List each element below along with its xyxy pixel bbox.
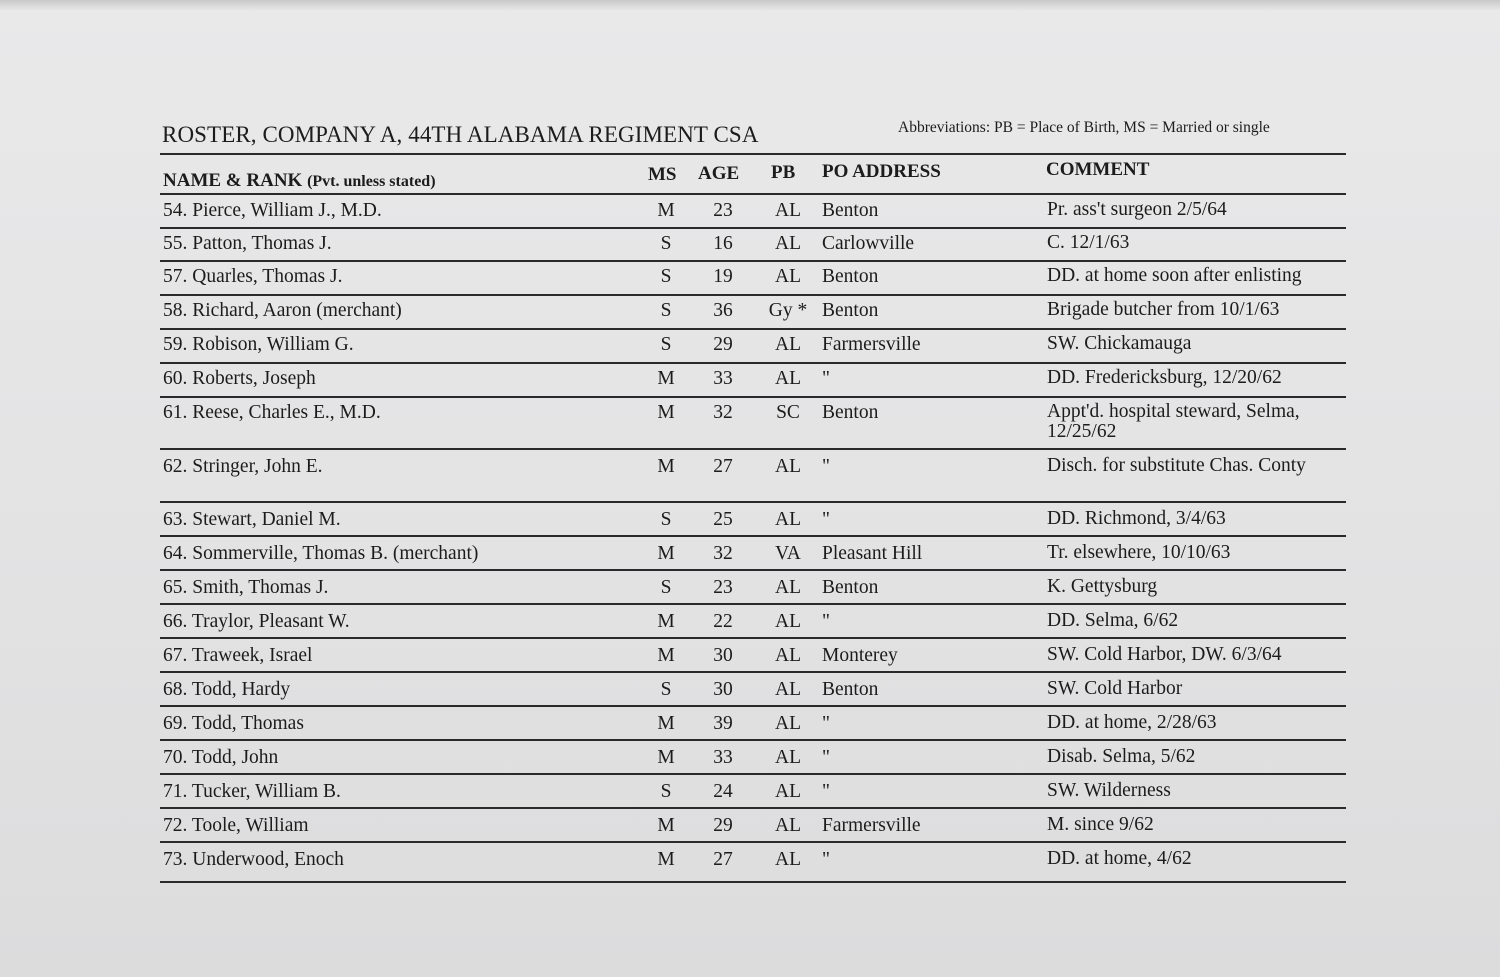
cell-name: 68. Todd, Hardy bbox=[163, 679, 291, 700]
row-rule bbox=[160, 396, 1346, 398]
cell-name: 69. Todd, Thomas bbox=[163, 713, 304, 734]
row-rule bbox=[160, 705, 1346, 707]
cell-po-address: Monterey bbox=[822, 645, 898, 666]
cell-ms: S bbox=[660, 577, 672, 598]
cell-comment: DD. Fredericksburg, 12/20/62 bbox=[1047, 367, 1282, 388]
cell-name: 70. Todd, John bbox=[163, 747, 279, 768]
row-rule bbox=[160, 881, 1346, 883]
cell-comment: Appt'd. hospital steward, Selma, 12/25/62 bbox=[1047, 401, 1300, 442]
cell-comment: Disch. for substitute Chas. Conty bbox=[1047, 455, 1306, 476]
cell-name: 54. Pierce, William J., M.D. bbox=[163, 200, 382, 221]
cell-pb: SC bbox=[776, 402, 800, 423]
row-rule bbox=[160, 671, 1346, 673]
cell-ms: M bbox=[657, 200, 675, 221]
cell-ms: S bbox=[660, 334, 672, 355]
cell-po-address: " bbox=[822, 509, 830, 530]
header-pb: PB bbox=[771, 162, 796, 183]
cell-ms: M bbox=[657, 368, 675, 389]
cell-age: 33 bbox=[713, 747, 733, 768]
cell-pb: AL bbox=[775, 577, 801, 598]
cell-pb: AL bbox=[775, 334, 801, 355]
row-rule bbox=[160, 294, 1346, 296]
row-rule bbox=[160, 328, 1346, 330]
cell-name: 71. Tucker, William B. bbox=[163, 781, 341, 802]
cell-comment: Tr. elsewhere, 10/10/63 bbox=[1047, 542, 1231, 563]
cell-comment: SW. Chickamauga bbox=[1047, 333, 1192, 354]
cell-po-address: Benton bbox=[822, 577, 879, 598]
cell-po-address: Benton bbox=[822, 266, 879, 287]
row-rule bbox=[160, 569, 1346, 571]
cell-pb: AL bbox=[775, 233, 801, 254]
cell-name: 57. Quarles, Thomas J. bbox=[163, 266, 343, 287]
row-rule bbox=[160, 603, 1346, 605]
cell-age: 30 bbox=[713, 679, 733, 700]
row-rule bbox=[160, 501, 1346, 503]
cell-pb: AL bbox=[775, 781, 801, 802]
cell-ms: S bbox=[660, 266, 672, 287]
cell-age: 27 bbox=[713, 456, 733, 477]
cell-name: 55. Patton, Thomas J. bbox=[163, 233, 332, 254]
cell-comment: SW. Cold Harbor bbox=[1047, 678, 1183, 699]
row-rule bbox=[160, 193, 1346, 195]
cell-po-address: Benton bbox=[822, 402, 879, 423]
cell-pb: AL bbox=[775, 266, 801, 287]
cell-ms: M bbox=[657, 456, 675, 477]
cell-age: 30 bbox=[713, 645, 733, 666]
cell-po-address: Farmersville bbox=[822, 815, 921, 836]
cell-pb: Gy * bbox=[768, 300, 808, 321]
header-comment: COMMENT bbox=[1046, 159, 1150, 180]
cell-age: 24 bbox=[713, 781, 733, 802]
cell-comment: SW. Cold Harbor, DW. 6/3/64 bbox=[1047, 644, 1282, 665]
cell-name: 73. Underwood, Enoch bbox=[163, 849, 344, 870]
cell-ms: S bbox=[660, 300, 672, 321]
cell-pb: AL bbox=[775, 368, 801, 389]
cell-age: 29 bbox=[713, 815, 733, 836]
cell-pb: AL bbox=[775, 815, 801, 836]
cell-comment: Disab. Selma, 5/62 bbox=[1047, 746, 1196, 767]
cell-po-address: " bbox=[822, 456, 830, 477]
page-top-edge bbox=[0, 0, 1500, 10]
cell-ms: M bbox=[657, 747, 675, 768]
abbreviations-note: Abbreviations: PB = Place of Birth, MS = Married or single bbox=[898, 119, 1270, 136]
cell-pb: AL bbox=[775, 713, 801, 734]
cell-pb: VA bbox=[775, 543, 801, 564]
cell-pb: AL bbox=[775, 747, 801, 768]
cell-comment: K. Gettysburg bbox=[1047, 576, 1158, 597]
cell-ms: M bbox=[657, 543, 675, 564]
cell-comment: Pr. ass't surgeon 2/5/64 bbox=[1047, 199, 1227, 220]
header-ms: MS bbox=[648, 164, 677, 185]
row-rule bbox=[160, 637, 1346, 639]
cell-name: 63. Stewart, Daniel M. bbox=[163, 509, 341, 530]
row-rule bbox=[160, 448, 1346, 450]
cell-po-address: " bbox=[822, 849, 830, 870]
cell-pb: AL bbox=[775, 611, 801, 632]
cell-po-address: Benton bbox=[822, 300, 879, 321]
cell-age: 16 bbox=[713, 233, 733, 254]
cell-po-address: Farmersville bbox=[822, 334, 921, 355]
cell-po-address: " bbox=[822, 611, 830, 632]
cell-ms: S bbox=[660, 509, 672, 530]
cell-pb: AL bbox=[775, 679, 801, 700]
cell-ms: S bbox=[660, 233, 672, 254]
cell-name: 65. Smith, Thomas J. bbox=[163, 577, 329, 598]
cell-name: 64. Sommerville, Thomas B. (merchant) bbox=[163, 543, 479, 564]
cell-comment: DD. at home, 2/28/63 bbox=[1047, 712, 1217, 733]
cell-age: 39 bbox=[713, 713, 733, 734]
cell-ms: M bbox=[657, 849, 675, 870]
header-po-address: PO ADDRESS bbox=[822, 161, 941, 182]
cell-age: 33 bbox=[713, 368, 733, 389]
cell-po-address: " bbox=[822, 781, 830, 802]
cell-pb: AL bbox=[775, 645, 801, 666]
cell-ms: M bbox=[657, 402, 675, 423]
cell-comment: M. since 9/62 bbox=[1047, 814, 1154, 835]
cell-age: 23 bbox=[713, 577, 733, 598]
cell-po-address: Benton bbox=[822, 200, 879, 221]
cell-name: 66. Traylor, Pleasant W. bbox=[163, 611, 350, 632]
cell-pb: AL bbox=[775, 200, 801, 221]
cell-ms: M bbox=[657, 645, 675, 666]
cell-name: 59. Robison, William G. bbox=[163, 334, 354, 355]
cell-po-address: Benton bbox=[822, 679, 879, 700]
cell-ms: M bbox=[657, 611, 675, 632]
cell-age: 29 bbox=[713, 334, 733, 355]
cell-ms: M bbox=[657, 815, 675, 836]
cell-age: 22 bbox=[713, 611, 733, 632]
header-age: AGE bbox=[698, 163, 740, 184]
cell-pb: AL bbox=[775, 456, 801, 477]
cell-po-address: Pleasant Hill bbox=[822, 543, 923, 564]
cell-pb: AL bbox=[775, 509, 801, 530]
cell-comment: SW. Wilderness bbox=[1047, 780, 1171, 801]
cell-ms: S bbox=[660, 781, 672, 802]
row-rule bbox=[160, 739, 1346, 741]
cell-name: 67. Traweek, Israel bbox=[163, 645, 313, 666]
cell-pb: AL bbox=[775, 849, 801, 870]
cell-name: 72. Toole, William bbox=[163, 815, 309, 836]
cell-name: 61. Reese, Charles E., M.D. bbox=[163, 402, 381, 423]
header-name-main: NAME & RANK bbox=[163, 170, 303, 191]
cell-name: 58. Richard, Aaron (merchant) bbox=[163, 300, 402, 321]
row-rule bbox=[160, 227, 1346, 229]
cell-comment: C. 12/1/63 bbox=[1047, 232, 1130, 253]
row-rule bbox=[160, 773, 1346, 775]
cell-comment: DD. at home, 4/62 bbox=[1047, 848, 1192, 869]
cell-comment: Brigade butcher from 10/1/63 bbox=[1047, 299, 1280, 320]
row-rule bbox=[160, 362, 1346, 364]
cell-name: 62. Stringer, John E. bbox=[163, 456, 323, 477]
row-rule bbox=[160, 841, 1346, 843]
document-title: ROSTER, COMPANY A, 44TH ALABAMA REGIMENT CSA bbox=[162, 122, 759, 147]
cell-po-address: " bbox=[822, 747, 830, 768]
cell-ms: S bbox=[660, 679, 672, 700]
cell-po-address: " bbox=[822, 368, 830, 389]
cell-age: 27 bbox=[713, 849, 733, 870]
cell-po-address: Carlowville bbox=[822, 233, 915, 254]
row-rule bbox=[160, 260, 1346, 262]
cell-age: 23 bbox=[713, 200, 733, 221]
row-rule bbox=[160, 807, 1346, 809]
cell-comment: DD. at home soon after enlisting bbox=[1047, 265, 1302, 286]
cell-ms: M bbox=[657, 713, 675, 734]
cell-age: 32 bbox=[713, 543, 733, 564]
cell-name: 60. Roberts, Joseph bbox=[163, 368, 316, 389]
top-rule bbox=[160, 153, 1346, 155]
cell-age: 32 bbox=[713, 402, 733, 423]
header-name-rank bbox=[163, 170, 436, 192]
cell-comment: DD. Selma, 6/62 bbox=[1047, 610, 1179, 631]
header-name-note: (Pvt. unless stated) bbox=[307, 173, 436, 190]
cell-age: 25 bbox=[713, 509, 733, 530]
cell-comment: DD. Richmond, 3/4/63 bbox=[1047, 508, 1226, 529]
cell-age: 19 bbox=[713, 266, 733, 287]
row-rule bbox=[160, 535, 1346, 537]
cell-po-address: " bbox=[822, 713, 830, 734]
cell-age: 36 bbox=[713, 300, 733, 321]
